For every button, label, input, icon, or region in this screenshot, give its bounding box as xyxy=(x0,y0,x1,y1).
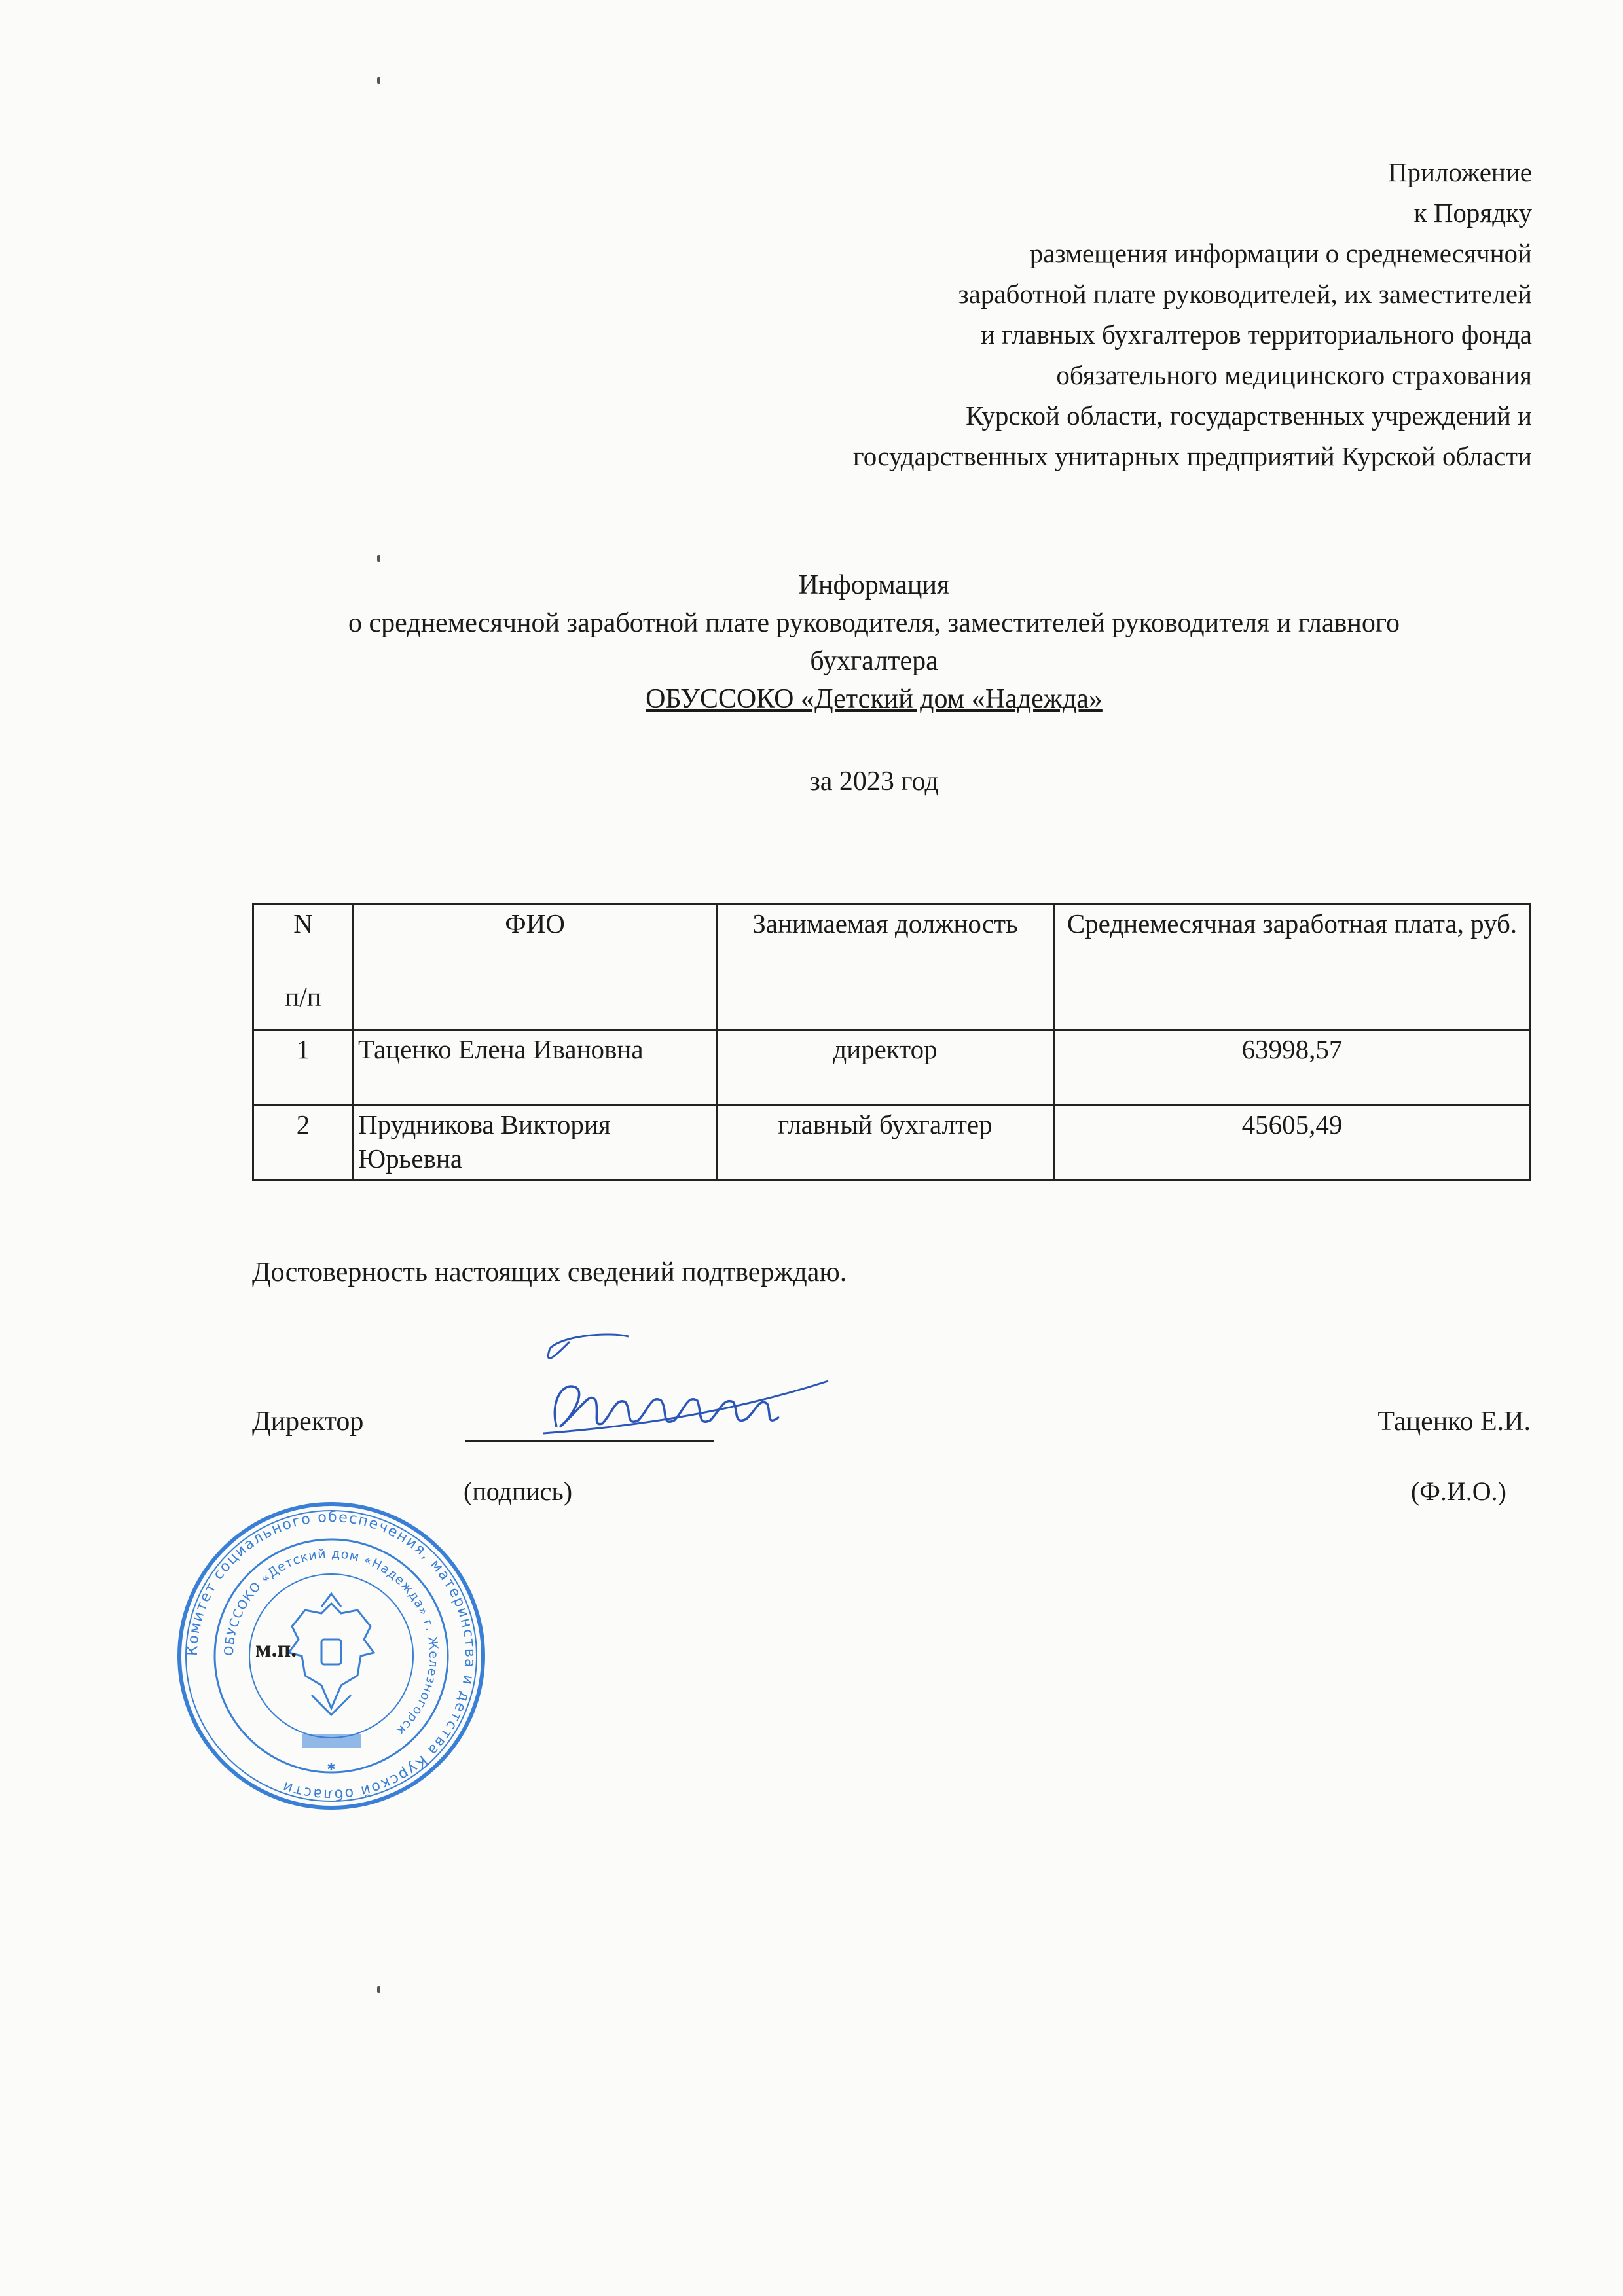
header-position: Занимаемая должность xyxy=(717,905,1054,1030)
appendix-header xyxy=(615,152,1532,476)
row-salary: 45605,49 xyxy=(1054,1105,1531,1181)
title-subheading-continued: бухгалтера xyxy=(810,646,938,676)
handwritten-signature xyxy=(530,1329,831,1453)
row-position: главный бухгалтер xyxy=(717,1105,1054,1181)
signature-caption: (подпись) xyxy=(464,1477,573,1506)
report-period: за 2023 год xyxy=(809,766,939,797)
coat-of-arms-icon xyxy=(289,1594,374,1715)
appendix-line: Приложение xyxy=(1387,157,1532,187)
fio-caption: (Ф.И.О.) xyxy=(1410,1477,1506,1506)
appendix-line: к Порядку xyxy=(1413,198,1532,228)
header-number: N п/п xyxy=(253,905,354,1030)
document-title xyxy=(196,566,1552,800)
organization-name: ОБУССОКО «Детский дом «Надежда» xyxy=(646,684,1103,714)
appendix-line: государственных унитарных предприятий Курской области xyxy=(852,441,1532,471)
row-name: Таценко Елена Ивановна xyxy=(354,1030,717,1105)
salary-table xyxy=(252,903,1531,1181)
svg-text:✱: ✱ xyxy=(327,1761,336,1773)
row-position: директор xyxy=(717,1030,1054,1105)
appendix-line: заработной плате руководителей, их заместителей xyxy=(958,279,1532,309)
appendix-line: обязательного медицинского страхования xyxy=(1056,360,1532,390)
title-subheading: о среднемесячной заработной плате руководителя, заместителей руководителя и главного xyxy=(348,608,1400,638)
stamp-outer-text: Комитет социального обеспечения, материнства и детства Курской области xyxy=(184,1509,479,1803)
row-number: 2 xyxy=(253,1105,354,1181)
signatory-role: Директор xyxy=(252,1407,364,1437)
signatory-name: Таценко Е.И. xyxy=(1377,1407,1531,1437)
scan-mark xyxy=(377,77,380,84)
appendix-line: Курской области, государственных учреждений и xyxy=(966,401,1532,431)
stamp-place-label: м.п. xyxy=(255,1636,297,1662)
header-name: ФИО xyxy=(354,905,717,1030)
row-name: Прудникова Виктория Юрьевна xyxy=(354,1105,717,1181)
appendix-line: размещения информации о среднемесячной xyxy=(1029,238,1532,268)
scan-mark xyxy=(377,555,380,562)
confirmation-statement: Достоверность настоящих сведений подтверждаю. xyxy=(252,1257,847,1287)
table-row xyxy=(253,1105,1531,1181)
row-salary: 63998,57 xyxy=(1054,1030,1531,1105)
row-number: 1 xyxy=(253,1030,354,1105)
official-stamp xyxy=(174,1499,488,1813)
title-heading: Информация xyxy=(798,570,950,600)
header-salary: Среднемесячная заработная плата, руб. xyxy=(1054,905,1531,1030)
table-header-row xyxy=(253,905,1531,1030)
table-row xyxy=(253,1030,1531,1105)
appendix-line: и главных бухгалтеров территориального фонда xyxy=(980,319,1532,350)
stamp-inner-text: ОБУССОКО «Детский дом «Надежда» г. Железногорск xyxy=(221,1546,441,1738)
scan-mark xyxy=(377,1986,380,1993)
